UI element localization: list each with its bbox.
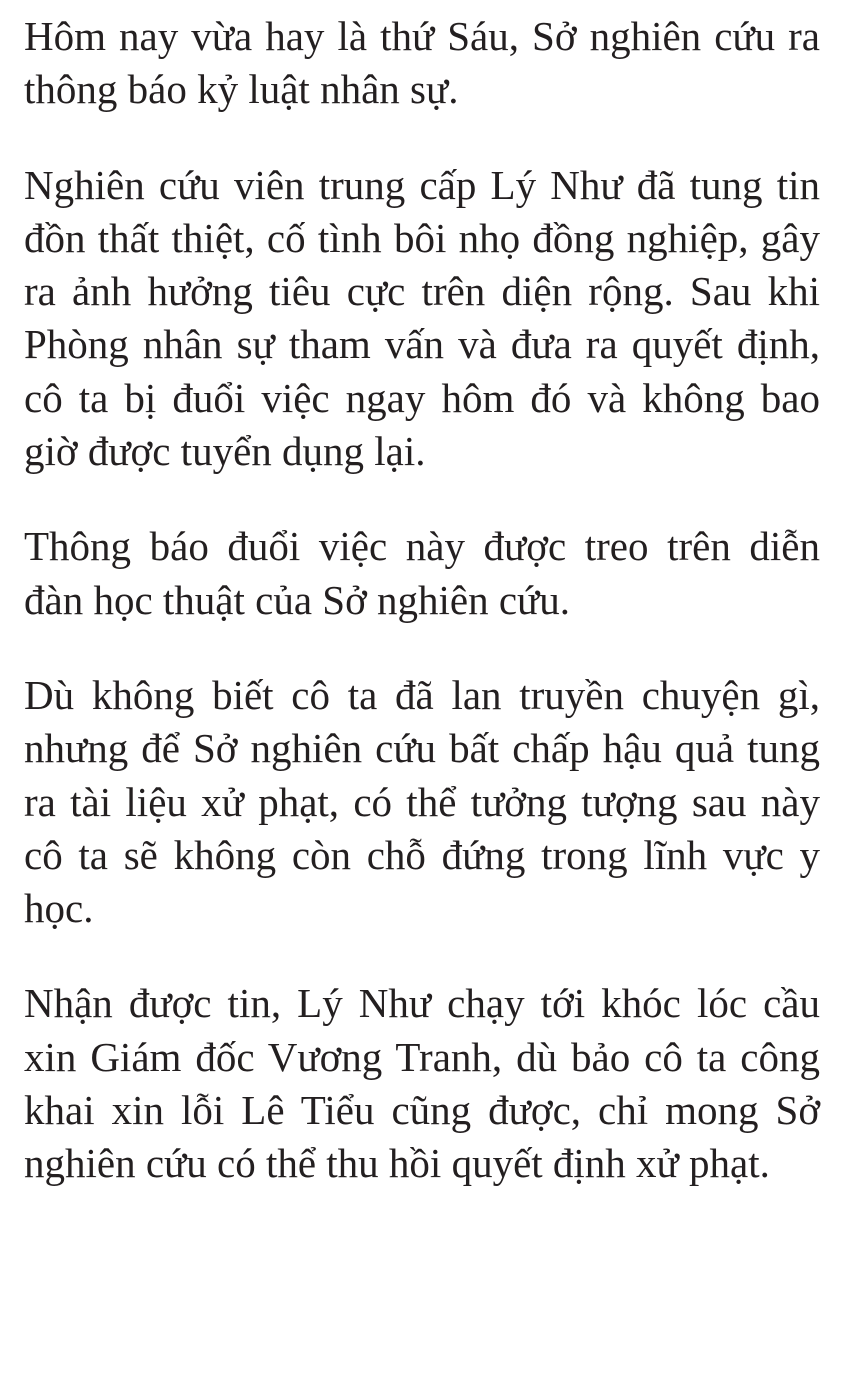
paragraph: Thông báo đuổi việc này được treo trên diễn đàn học thuật của Sở nghiên cứu. [24,523,820,623]
paragraph: Hôm nay vừa hay là thứ Sáu, Sở nghiên cứu ra thông báo kỷ luật nhân sự. [24,13,820,113]
paragraph: Nghiên cứu viên trung cấp Lý Như đã tung tin đồn thất thiệt, cố tình bôi nhọ đồng nghiệp, gây ra ảnh hưởng tiêu cực trên diện rộng. Sau khi Phòng nhân sự tham vấn và đưa ra quyết định, cô ta bị đuổi việc ngay hôm đó và không bao giờ được tuyển dụng lại. [24,161,820,475]
paragraph: Dù không biết cô ta đã lan truyền chuyện gì, nhưng để Sở nghiên cứu bất chấp hậu quả tung ra tài liệu xử phạt, có thể tưởng tượng sau này cô ta sẽ không còn chỗ đứng trong lĩnh vực y học. [24,671,820,932]
paragraph: Nhận được tin, Lý Như chạy tới khóc lóc cầu xin Giám đốc Vương Tranh, dù bảo cô ta công khai xin lỗi Lê Tiểu cũng được, chỉ mong Sở nghiên cứu có thể thu hồi quyết định xử phạt. [24,980,820,1187]
